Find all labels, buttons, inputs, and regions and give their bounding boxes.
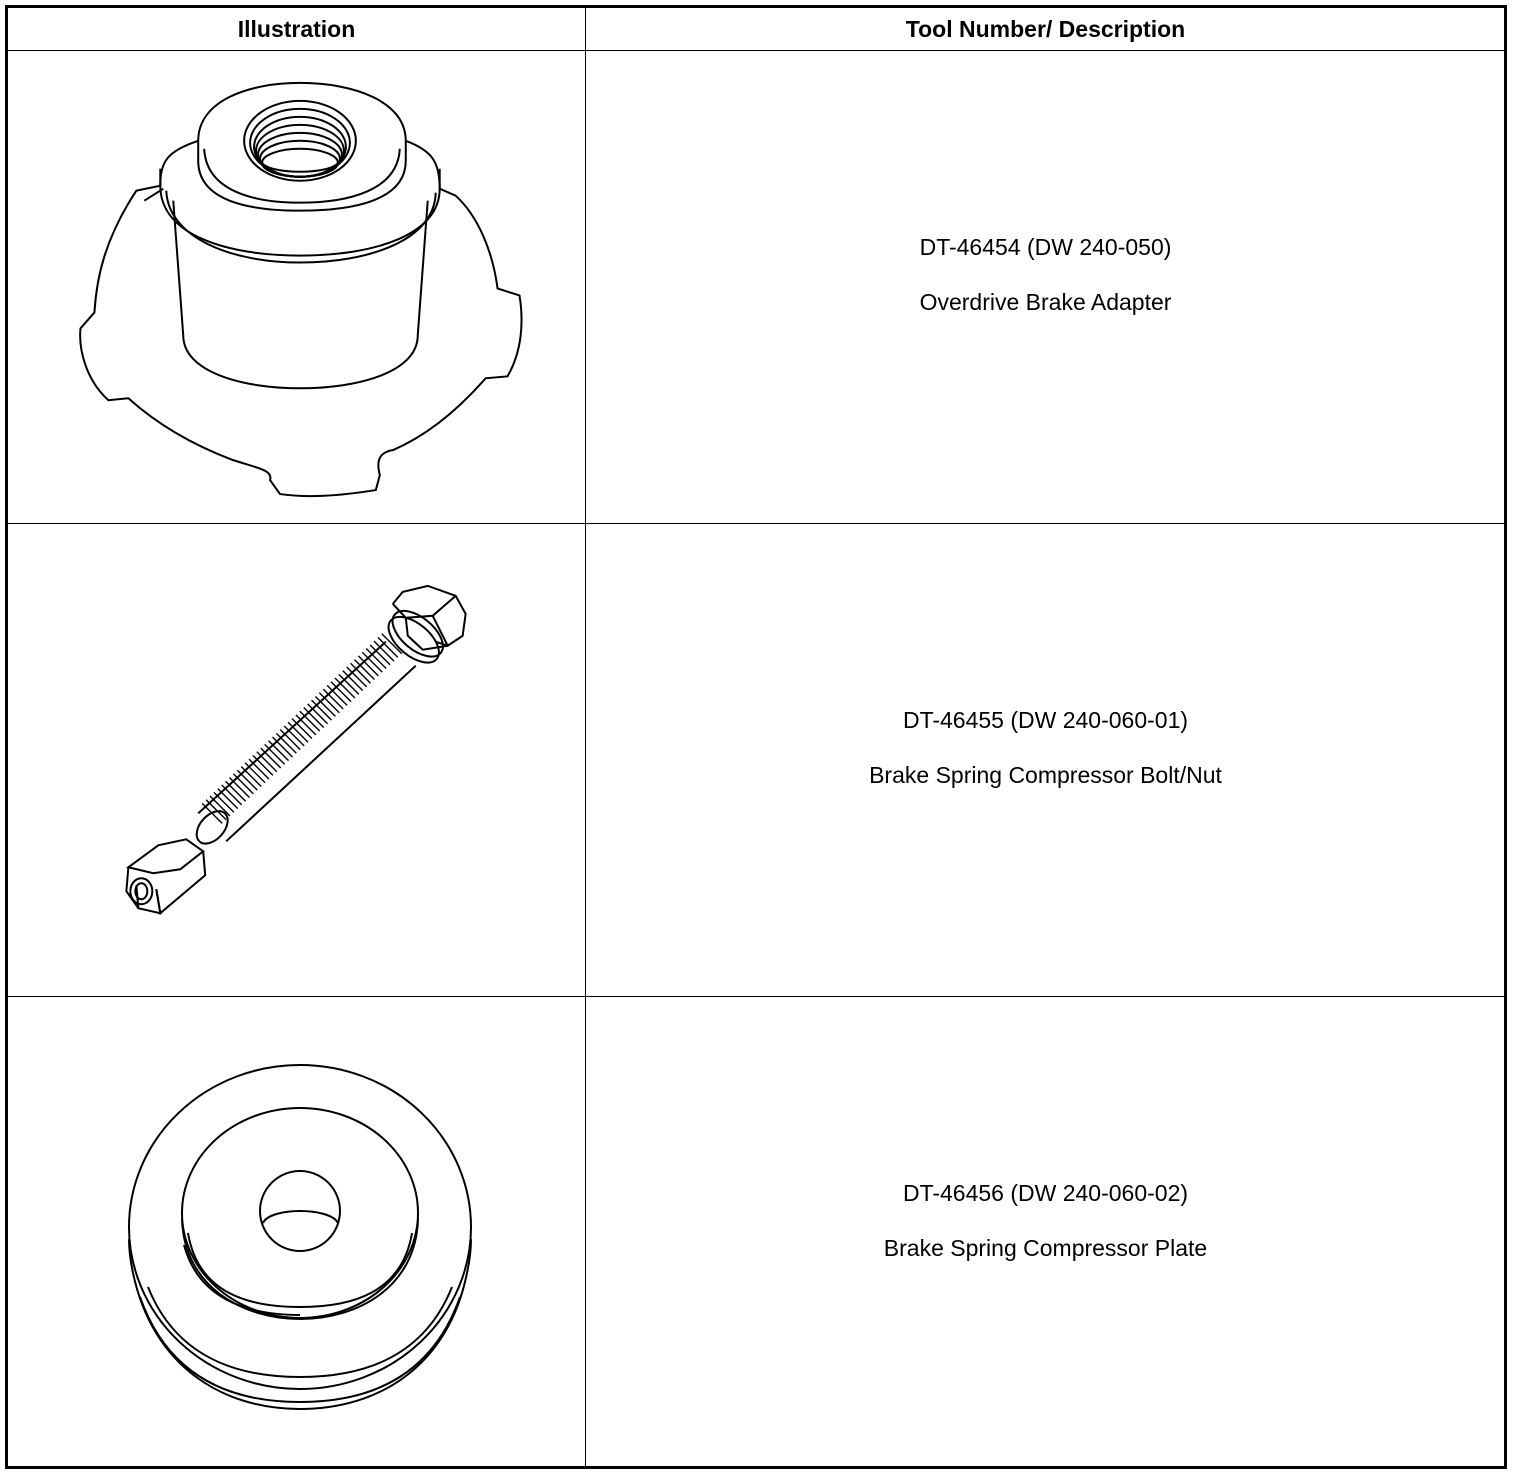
- compressor-plate-icon: [8, 997, 585, 1469]
- overdrive-brake-adapter-icon: [8, 51, 585, 523]
- bolt-nut-icon: [8, 524, 585, 996]
- tool-number: DT-46456 (DW 240-060-02): [902, 1180, 1189, 1206]
- table-row: [8, 997, 1504, 1469]
- tool-table: [5, 5, 1507, 1469]
- tool-number: DT-46455 (DW 240-060-01): [902, 707, 1189, 733]
- tool-number: DT-46454 (DW 240-050): [919, 234, 1172, 260]
- table-row: [8, 51, 1504, 524]
- tool-description-cell: [587, 997, 1504, 1469]
- header-illustration: Illustration: [237, 16, 356, 42]
- tool-description: Brake Spring Compressor Plate: [883, 1235, 1208, 1261]
- table-row: [8, 524, 1504, 997]
- tool-description: Brake Spring Compressor Bolt/Nut: [869, 762, 1222, 788]
- table-header: [8, 8, 1504, 51]
- tool-description: Overdrive Brake Adapter: [919, 289, 1172, 315]
- tool-description-cell: [587, 51, 1504, 523]
- header-tool-description: Tool Number/ Description: [905, 16, 1186, 42]
- tool-description-cell: [587, 524, 1504, 996]
